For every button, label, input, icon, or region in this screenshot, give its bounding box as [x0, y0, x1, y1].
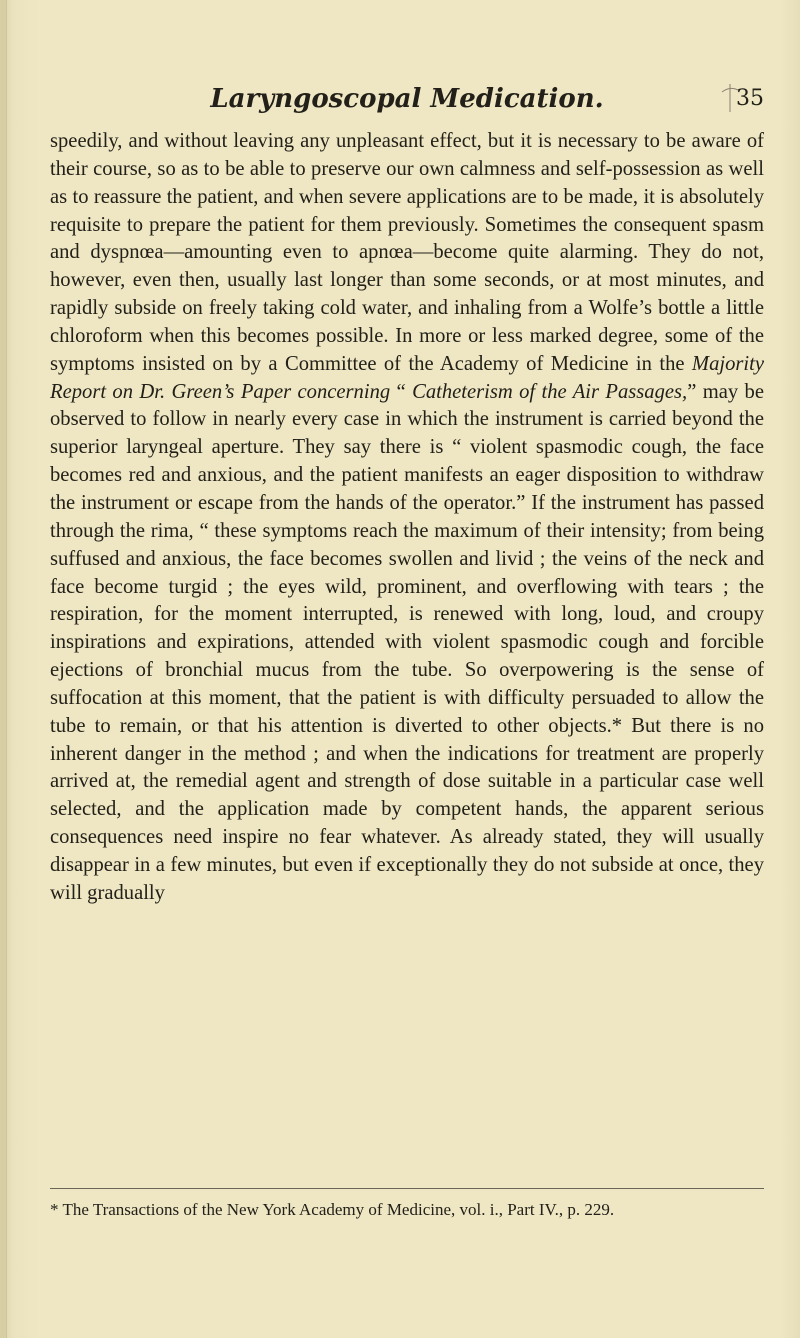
page-binding-edge: [0, 0, 7, 1338]
body-segment-2: “: [390, 380, 413, 403]
paper-title-italic: Catheterism of the Air Passages,: [412, 380, 688, 403]
body-segment-1: speedily, and without leaving any unpleasant effect, but it is necessary to be aware of their course, so as to be able to preserve our own calmness and self-possession as well as to reassure the patient, and when severe applications are to be made, it is absolutely requisite to prepare the patient for them previously. Sometimes the consequent spasm and dyspnœa—amounting even to apnœa—become quite alarming. They do not, however, even then, usually last longer than some seconds, or at most minutes, and rapidly subside on freely taking cold water, and inhaling from a Wolfe’s bottle a little chloroform when this becomes possible. In more or less marked degree, some of the symptoms insisted on by a Committee of the Academy of Medicine in the: [50, 130, 764, 375]
report-title-italic: Majority Report on Dr. Green’s Paper concerning: [50, 352, 764, 403]
body-segment-3: ” may be observed to follow in nearly every case in which the instrument is carried beyond the superior laryngeal aperture. They say there is “ violent spasmodic cough, the face becomes red and anxious, and the patient manifests an eager disposition to withdraw the instrument or escape from the hands of the operator.” If the instrument has passed through the rima, “ these symptoms reach the maximum of their intensity; from being suffused and anxious, the face becomes swollen and livid ; the veins of the neck and face become turgid ; the eyes wild, prominent, and overflowing with tears ; the respiration, for the moment interrupted, is renewed with long, loud, and croupy inspirations and expirations, attended with violent spasmodic cough and forcible ejections of bronchial mucus from the tube. So overpowering is the sense of suffocation at this moment, that the patient is with difficulty persuaded to allow the tube to remain, or that his attention is diverted to other objects.* But there is no inherent danger in the method ; and when the indications for treatment are properly arrived at, the remedial agent and strength of dose suitable in a particular case well selected, and the application made by competent hands, the apparent serious consequences need inspire no fear whatever. As already stated, they will usually disappear in a few minutes, but even if exceptionally they do not subside at once, they will gradually: [50, 380, 764, 904]
footnote-divider: [50, 1188, 764, 1189]
body-text: [50, 128, 764, 908]
running-title: Laryngoscopal Medication.: [210, 84, 604, 114]
body-paragraph: [50, 128, 764, 908]
page-number: 35: [736, 86, 764, 111]
page-header: [50, 84, 764, 120]
footnote: * The Transactions of the New York Academy of Medicine, vol. i., Part IV., p. 229.: [50, 1200, 615, 1219]
pencil-mark-icon: [718, 84, 742, 124]
